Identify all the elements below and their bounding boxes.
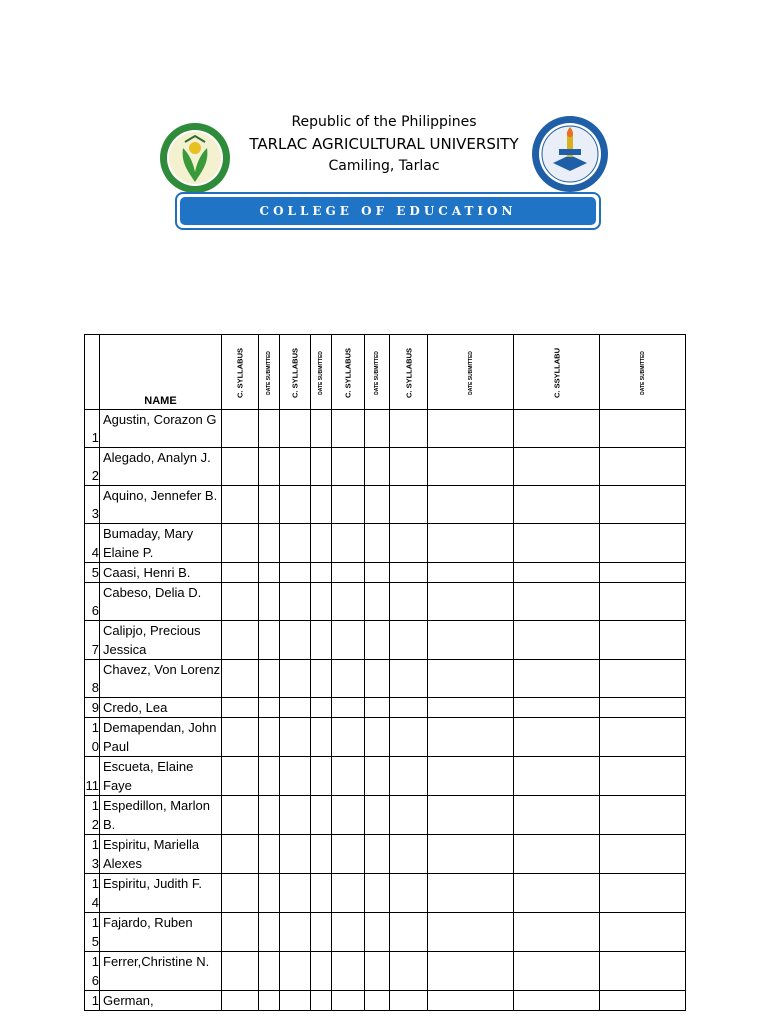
row-name: Ferrer,Christine N. [100,952,222,991]
table-row [85,410,686,448]
entry-cell[interactable] [428,524,514,563]
entry-cell[interactable] [514,583,600,621]
entry-cell[interactable] [365,621,390,660]
entry-cell[interactable] [280,991,311,1011]
entry-cell[interactable] [390,718,428,757]
entry-cell[interactable] [514,952,600,991]
row-number: 16 [85,952,100,991]
entry-cell[interactable] [365,757,390,796]
entry-cell[interactable] [514,835,600,874]
entry-cell[interactable] [365,913,390,952]
column-header [280,335,311,410]
header-line-university: TARLAC AGRICULTURAL UNIVERSITY [249,135,519,153]
entry-cell[interactable] [600,410,686,448]
entry-cell[interactable] [428,913,514,952]
entry-cell[interactable] [600,448,686,486]
entry-cell[interactable] [259,835,280,874]
row-name: Aquino, Jennefer B. [100,486,222,524]
table-row [85,563,686,583]
table-row [85,486,686,524]
entry-cell[interactable] [332,448,365,486]
entry-cell[interactable] [600,913,686,952]
entry-cell[interactable] [280,698,311,718]
entry-cell[interactable] [390,913,428,952]
entry-cell[interactable] [390,524,428,563]
entry-cell[interactable] [280,835,311,874]
column-header-label: DATE SUBMITTED [374,351,380,395]
row-name: Fajardo, Ruben [100,913,222,952]
row-name: Credo, Lea [100,698,222,718]
entry-cell[interactable] [332,718,365,757]
entry-cell[interactable] [222,757,259,796]
entry-cell[interactable] [428,718,514,757]
entry-cell[interactable] [390,874,428,913]
table-row [85,835,686,874]
entry-cell[interactable] [365,835,390,874]
entry-cell[interactable] [280,718,311,757]
entry-cell[interactable] [332,563,365,583]
entry-cell[interactable] [600,563,686,583]
column-header-label: C. SYLLABUS [404,347,413,399]
entry-cell[interactable] [390,410,428,448]
syllabus-submission-table [84,334,686,1011]
entry-cell[interactable] [365,448,390,486]
entry-cell[interactable] [259,991,280,1011]
entry-cell[interactable] [280,486,311,524]
row-number: 11 [85,757,100,796]
entry-cell[interactable] [365,410,390,448]
entry-cell[interactable] [390,621,428,660]
entry-cell[interactable] [311,796,332,835]
entry-cell[interactable] [222,486,259,524]
entry-cell[interactable] [600,874,686,913]
header-line-republic: Republic of the Philippines [291,114,477,130]
entry-cell[interactable] [428,448,514,486]
entry-cell[interactable] [332,796,365,835]
entry-cell[interactable] [280,621,311,660]
entry-cell[interactable] [600,952,686,991]
entry-cell[interactable] [332,835,365,874]
entry-cell[interactable] [332,698,365,718]
table-row [85,621,686,660]
entry-cell[interactable] [428,796,514,835]
entry-cell[interactable] [311,563,332,583]
column-header [222,335,259,410]
entry-cell[interactable] [280,796,311,835]
name-header: NAME [100,335,222,410]
entry-cell[interactable] [365,874,390,913]
entry-cell[interactable] [390,796,428,835]
entry-cell[interactable] [311,524,332,563]
entry-cell[interactable] [222,524,259,563]
entry-cell[interactable] [428,952,514,991]
entry-cell[interactable] [311,698,332,718]
entry-cell[interactable] [365,698,390,718]
entry-cell[interactable] [259,874,280,913]
entry-cell[interactable] [390,448,428,486]
entry-cell[interactable] [259,718,280,757]
column-header-label: C. SYLLABUS [290,347,300,399]
entry-cell[interactable] [514,991,600,1011]
row-name: Caasi, Henri B. [100,563,222,583]
entry-cell[interactable] [311,410,332,448]
entry-cell[interactable] [365,952,390,991]
entry-cell[interactable] [222,874,259,913]
entry-cell[interactable] [390,757,428,796]
entry-cell[interactable] [222,410,259,448]
column-header-label: DATE SUBMITTED [266,351,272,395]
entry-cell[interactable] [428,410,514,448]
table-row [85,952,686,991]
entry-cell[interactable] [600,621,686,660]
entry-cell[interactable] [332,757,365,796]
entry-cell[interactable] [332,874,365,913]
row-name: Calipjo, Precious Jessica [100,621,222,660]
entry-cell[interactable] [428,583,514,621]
entry-cell[interactable] [600,991,686,1011]
row-name: Alegado, Analyn J. [100,448,222,486]
entry-cell[interactable] [600,698,686,718]
row-name: Bumaday, Mary Elaine P. [100,524,222,563]
entry-cell[interactable] [280,874,311,913]
entry-cell[interactable] [428,757,514,796]
row-name: Espiritu, Judith F. [100,874,222,913]
row-number: 7 [85,621,100,660]
entry-cell[interactable] [332,410,365,448]
row-number: 9 [85,698,100,718]
entry-cell[interactable] [390,835,428,874]
entry-cell[interactable] [514,524,600,563]
column-header-label: DATE SUBMITTED [318,351,324,395]
entry-cell[interactable] [428,874,514,913]
row-name: Espiritu, Mariella Alexes [100,835,222,874]
entry-cell[interactable] [311,991,332,1011]
entry-cell[interactable] [332,913,365,952]
entry-cell[interactable] [259,448,280,486]
row-number: 1 [85,410,100,448]
row-number: 4 [85,524,100,563]
entry-cell[interactable] [311,660,332,698]
row-name: Espedillon, Marlon B. [100,796,222,835]
document-header [0,0,768,250]
table-row [85,991,686,1011]
row-number: 13 [85,835,100,874]
entry-cell[interactable] [365,524,390,563]
row-number: 12 [85,796,100,835]
table-row [85,913,686,952]
entry-cell[interactable] [514,621,600,660]
entry-cell[interactable] [259,621,280,660]
entry-cell[interactable] [390,583,428,621]
entry-cell[interactable] [222,835,259,874]
column-header [428,335,514,410]
column-header-label: C. SSYLLABU [552,347,561,399]
entry-cell[interactable] [514,698,600,718]
entry-cell[interactable] [280,563,311,583]
table-row [85,718,686,757]
column-header [259,335,280,410]
entry-cell[interactable] [514,410,600,448]
entry-cell[interactable] [428,698,514,718]
entry-cell[interactable] [259,486,280,524]
entry-cell[interactable] [222,796,259,835]
table-row [85,874,686,913]
row-name: Demapendan, John Paul [100,718,222,757]
entry-cell[interactable] [390,952,428,991]
entry-cell[interactable] [311,486,332,524]
entry-cell[interactable] [311,448,332,486]
entry-cell[interactable] [365,660,390,698]
college-of-education-seal-icon [531,115,609,193]
entry-cell[interactable] [514,718,600,757]
entry-cell[interactable] [311,583,332,621]
roster-body [85,410,686,1011]
row-number: 15 [85,913,100,952]
entry-cell[interactable] [332,583,365,621]
entry-cell[interactable] [280,660,311,698]
entry-cell[interactable] [514,660,600,698]
entry-cell[interactable] [222,913,259,952]
row-number: 14 [85,874,100,913]
entry-cell[interactable] [332,991,365,1011]
college-banner-text: COLLEGE OF EDUCATION [180,197,596,225]
table-row [85,796,686,835]
entry-cell[interactable] [600,796,686,835]
row-number: 1 [85,991,100,1011]
entry-cell[interactable] [280,757,311,796]
column-header-label: DATE SUBMITTED [639,351,646,395]
entry-cell[interactable] [259,796,280,835]
entry-cell[interactable] [600,718,686,757]
entry-cell[interactable] [311,718,332,757]
entry-cell[interactable] [390,486,428,524]
entry-cell[interactable] [259,524,280,563]
entry-cell[interactable] [600,660,686,698]
entry-cell[interactable] [514,563,600,583]
entry-cell[interactable] [222,583,259,621]
college-banner [175,192,601,230]
entry-cell[interactable] [259,583,280,621]
entry-cell[interactable] [390,991,428,1011]
row-number: 2 [85,448,100,486]
entry-cell[interactable] [311,874,332,913]
table-row [85,448,686,486]
entry-cell[interactable] [280,913,311,952]
entry-cell[interactable] [222,991,259,1011]
entry-cell[interactable] [600,757,686,796]
table-row [85,524,686,563]
row-name: Escueta, Elaine Faye [100,757,222,796]
entry-cell[interactable] [332,524,365,563]
entry-cell[interactable] [514,486,600,524]
column-header-label: DATE SUBMITTED [467,351,474,395]
entry-cell[interactable] [259,757,280,796]
entry-cell[interactable] [222,660,259,698]
entry-cell[interactable] [332,486,365,524]
entry-cell[interactable] [365,991,390,1011]
entry-cell[interactable] [428,660,514,698]
entry-cell[interactable] [222,698,259,718]
entry-cell[interactable] [259,952,280,991]
number-header [85,335,100,410]
entry-cell[interactable] [390,698,428,718]
entry-cell[interactable] [259,913,280,952]
entry-cell[interactable] [280,952,311,991]
row-number: 3 [85,486,100,524]
column-header [311,335,332,410]
entry-cell[interactable] [390,563,428,583]
entry-cell[interactable] [514,913,600,952]
entry-cell[interactable] [600,524,686,563]
row-name: Chavez, Von Lorenz [100,660,222,698]
row-number: 5 [85,563,100,583]
column-header-label: C. SYLLABUS [343,347,353,399]
table-row [85,583,686,621]
entry-cell[interactable] [428,991,514,1011]
entry-cell[interactable] [259,698,280,718]
entry-cell[interactable] [365,583,390,621]
column-header-label: C. SYLLABUS [235,347,245,399]
entry-cell[interactable] [514,874,600,913]
entry-cell[interactable] [365,796,390,835]
entry-cell[interactable] [428,621,514,660]
table-row [85,698,686,718]
entry-cell[interactable] [311,621,332,660]
entry-cell[interactable] [311,757,332,796]
entry-cell[interactable] [222,952,259,991]
entry-cell[interactable] [259,410,280,448]
column-header [600,335,686,410]
column-header [365,335,390,410]
entry-cell[interactable] [311,952,332,991]
entry-cell[interactable] [222,718,259,757]
entry-cell[interactable] [311,913,332,952]
entry-cell[interactable] [390,660,428,698]
entry-cell[interactable] [280,583,311,621]
entry-cell[interactable] [428,835,514,874]
entry-cell[interactable] [365,563,390,583]
entry-cell[interactable] [365,486,390,524]
column-header [332,335,365,410]
row-name: Cabeso, Delia D. [100,583,222,621]
entry-cell[interactable] [332,952,365,991]
entry-cell[interactable] [514,757,600,796]
row-name: German, [100,991,222,1011]
row-number: 10 [85,718,100,757]
entry-cell[interactable] [600,583,686,621]
entry-cell[interactable] [514,796,600,835]
entry-cell[interactable] [280,448,311,486]
table-row [85,757,686,796]
entry-cell[interactable] [259,660,280,698]
row-name: Agustin, Corazon G [100,410,222,448]
entry-cell[interactable] [600,835,686,874]
entry-cell[interactable] [600,486,686,524]
entry-cell[interactable] [280,524,311,563]
entry-cell[interactable] [365,718,390,757]
entry-cell[interactable] [259,563,280,583]
entry-cell[interactable] [222,621,259,660]
entry-cell[interactable] [428,563,514,583]
entry-cell[interactable] [428,486,514,524]
entry-cell[interactable] [514,448,600,486]
entry-cell[interactable] [311,835,332,874]
table-row [85,660,686,698]
entry-cell[interactable] [332,621,365,660]
entry-cell[interactable] [222,563,259,583]
header-line-location: Camiling, Tarlac [328,158,440,174]
row-number: 6 [85,583,100,621]
entry-cell[interactable] [280,410,311,448]
table-header-row [85,335,686,410]
column-header [514,335,600,410]
column-header [390,335,428,410]
row-number: 8 [85,660,100,698]
entry-cell[interactable] [332,660,365,698]
entry-cell[interactable] [222,448,259,486]
